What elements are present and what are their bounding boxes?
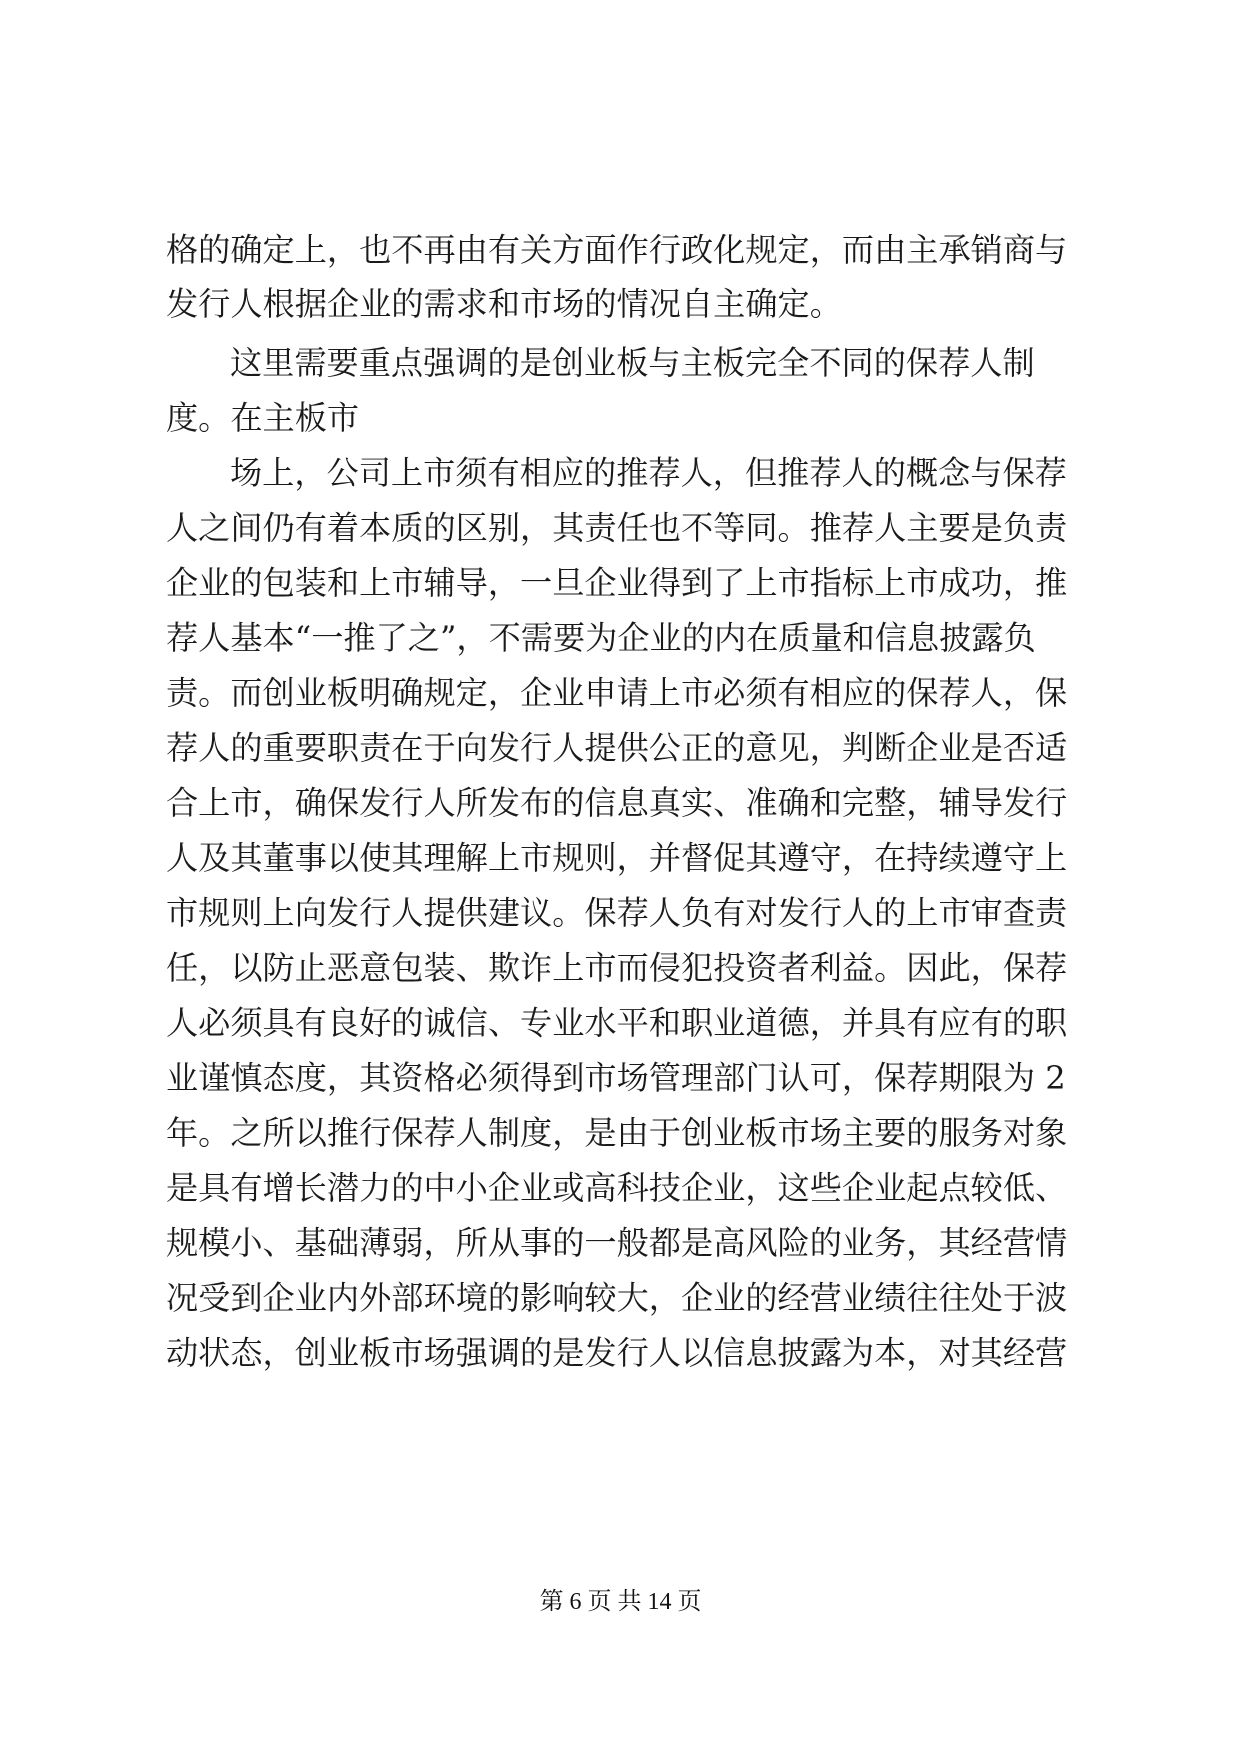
text-line: 企业的包装和上市辅导，一旦企业得到了上市指标上市成功，推 [166, 564, 1068, 602]
text-line: 动状态，创业板市场强调的是发行人以信息披露为本，对其经营 [166, 1334, 1068, 1372]
paragraph-start-line: 这里需要重点强调的是创业板与主板完全不同的保荐人制 [230, 344, 1035, 382]
text-line: 任，以防止恶意包装、欺诈上市而侵犯投资者利益。因此，保荐 [166, 949, 1068, 987]
text-line: 人及其董事以使其理解上市规则，并督促其遵守，在持续遵守上 [166, 839, 1068, 877]
text-line: 规模小、基础薄弱，所从事的一般都是高风险的业务，其经营情 [166, 1224, 1068, 1262]
text-line: 责。而创业板明确规定，企业申请上市必须有相应的保荐人，保 [166, 674, 1068, 712]
text-line: 人之间仍有着本质的区别，其责任也不等同。推荐人主要是负责 [166, 509, 1068, 547]
text-line: 荐人的重要职责在于向发行人提供公正的意见，判断企业是否适 [166, 729, 1068, 767]
text-line: 人必须具有良好的诚信、专业水平和职业道德，并具有应有的职 [166, 1004, 1068, 1042]
paragraph-start-line: 场上，公司上市须有相应的推荐人，但推荐人的概念与保荐 [230, 454, 1067, 492]
text-line: 合上市，确保发行人所发布的信息真实、准确和完整，辅导发行 [166, 784, 1068, 822]
text-line: 况受到企业内外部环境的影响较大，企业的经营业绩往往处于波 [166, 1279, 1068, 1317]
text-line: 格的确定上，也不再由有关方面作行政化规定，而由主承销商与 [166, 231, 1068, 269]
text-line: 荐人基本“一推了之”，不需要为企业的内在质量和信息披露负 [166, 619, 1036, 657]
text-line: 业谨慎态度，其资格必须得到市场管理部门认可，保荐期限为 2 [166, 1059, 1066, 1097]
text-line: 发行人根据企业的需求和市场的情况自主确定。 [166, 285, 842, 323]
text-line: 年。之所以推行保荐人制度，是由于创业板市场主要的服务对象 [166, 1114, 1068, 1152]
page-number-footer: 第 6 页 共 14 页 [539, 1589, 702, 1615]
text-line: 度。在主板市 [166, 399, 360, 437]
text-line: 是具有增长潜力的中小企业或高科技企业，这些企业起点较低、 [166, 1169, 1068, 1207]
text-line: 市规则上向发行人提供建议。保荐人负有对发行人的上市审查责 [166, 894, 1068, 932]
